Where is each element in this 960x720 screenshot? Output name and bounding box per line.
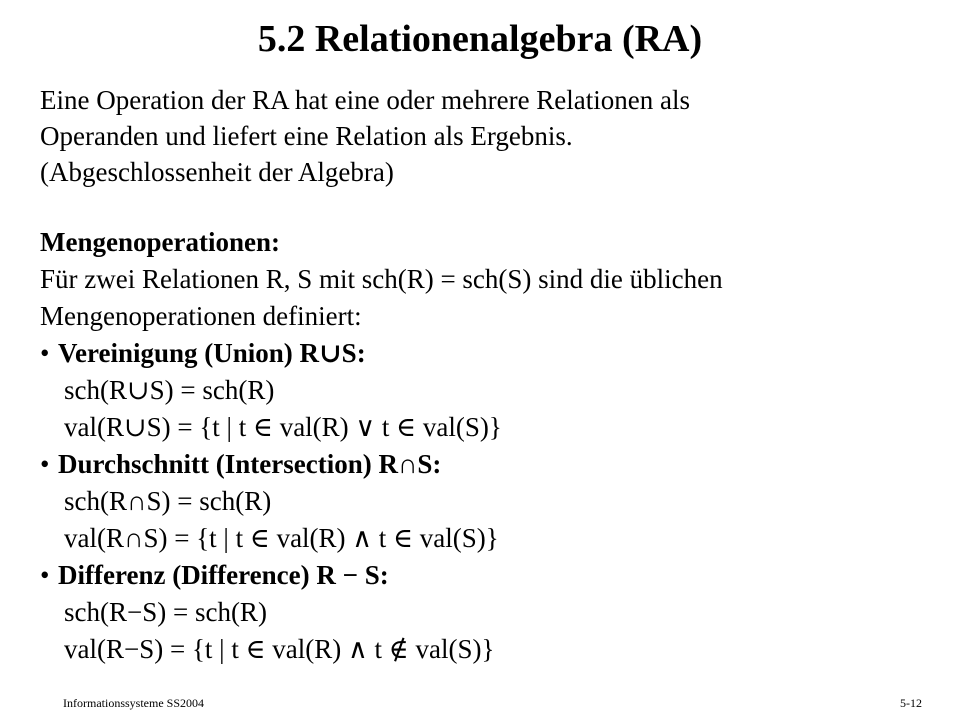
bullet-item-difference (40, 557, 940, 594)
schema-formula: sch(R−S) = sch(R) (64, 597, 267, 627)
section-description: Für zwei Relationen R, S mit sch(R) = sch(S) sind die üblichen (40, 264, 723, 294)
value-formula: val(R−S) = {t | t ∈ val(R) ∧ t ∉ val(S)} (64, 634, 495, 664)
bullet-icon: • (40, 449, 50, 479)
schema-formula: sch(R∩S) = sch(R) (64, 486, 272, 516)
section-heading: Mengenoperationen: (40, 227, 280, 257)
set-operations-section (40, 224, 940, 668)
bullet-heading: Durchschnitt (Intersection) R∩S: (58, 449, 442, 479)
bullet-item-intersection (40, 446, 940, 483)
intro-paragraph (40, 82, 940, 190)
bullet-heading: Differenz (Difference) R − S: (58, 560, 389, 590)
slide-title: 5.2 Relationenalgebra (RA) (257, 18, 703, 60)
value-formula: val(R∩S) = {t | t ∈ val(R) ∧ t ∈ val(S)} (64, 523, 499, 553)
intro-line: (Abgeschlossenheit der Algebra) (40, 157, 394, 187)
bullet-icon: • (40, 560, 50, 590)
section-description: Mengenoperationen definiert: (40, 301, 362, 331)
footer-course-label: Informationssysteme SS2004 (63, 696, 204, 710)
intro-line: Eine Operation der RA hat eine oder mehrere Relationen als (40, 85, 691, 115)
bullet-heading: Vereinigung (Union) R∪S: (58, 338, 366, 368)
footer-page-number: 5-12 (900, 696, 922, 710)
schema-formula: sch(R∪S) = sch(R) (64, 375, 275, 405)
value-formula: val(R∪S) = {t | t ∈ val(R) ∨ t ∈ val(S)} (64, 412, 502, 442)
intro-line: Operanden und liefert eine Relation als Ergebnis. (40, 121, 573, 151)
bullet-item-union (40, 335, 940, 372)
bullet-icon: • (40, 338, 50, 368)
